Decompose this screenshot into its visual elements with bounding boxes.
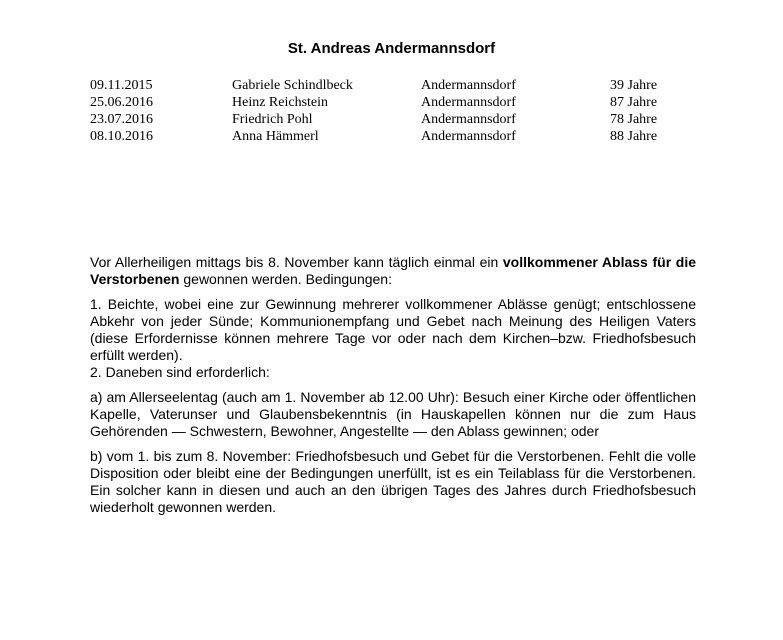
death-age: 88 Jahre [610,129,658,144]
death-place: Andermannsdorf [421,112,516,127]
condition-a-paragraph: a) am Allerseelentag (auch am 1. November ab 12.00 Uhr): Besuch einer Kirche oder öffentlichen Kapelle, Vaterunser und Glaubensbekenntnis (in Hauskapellen können nur die zum Haus Gehörenden — Schwestern, Bewohner, Angestellte — den Ablass gewinnen; oder [90,389,696,439]
death-name: Heinz Reichstein [232,95,329,110]
death-age: 87 Jahre [610,95,658,110]
intro-text-before: Vor Allerheiligen mittags bis 8. November kann täglich einmal ein [90,254,503,270]
death-name: Anna Hämmerl [232,129,319,144]
indulgence-text [90,254,696,516]
intro-text-bold: vollkommener Ablass für die Verstorbenen [90,254,696,287]
death-age: 39 Jahre [610,78,658,93]
death-name: Friedrich Pohl [232,112,313,127]
page-title: St. Andreas Andermannsdorf [287,40,496,57]
death-age: 78 Jahre [610,112,658,127]
death-place: Andermannsdorf [421,78,516,93]
death-date: 25.06.2016 [90,95,153,110]
death-place: Andermannsdorf [421,129,516,144]
death-date: 08.10.2016 [90,129,153,144]
condition-1-paragraph: 1. Beichte, wobei eine zur Gewinnung mehrerer vollkommener Ablässe genügt; entschlossene Abkehr von jeder Sünde; Kommunionempfang und Gebet nach Meinung des Heiligen Vaters (diese Erfordernisse können mehrere Tage vor oder nach dem Kirchen–bzw. Friedhofsbesuch erfüllt werden). [90,296,696,363]
death-date: 23.07.2016 [90,112,153,127]
death-place: Andermannsdorf [421,95,516,110]
condition-b-paragraph: b) vom 1. bis zum 8. November: Friedhofsbesuch und Gebet für die Verstorbenen. Fehlt die volle Disposition oder bleibt eine der Bedingungen unerfüllt, ist es ein Teilablass für die Verstorbenen. Ein solcher kann in diesen und auch an den übrigen Tages des Jahres durch Friedhofsbesuch wiederholt gewonnen werden. [90,448,696,515]
death-date: 09.11.2015 [90,78,153,93]
death-name: Gabriele Schindlbeck [232,78,353,93]
condition-2-paragraph: 2. Daneben sind erforderlich: [90,364,270,380]
intro-text-after: gewonnen werden. Bedingungen: [179,271,392,287]
intro-paragraph [90,254,696,288]
